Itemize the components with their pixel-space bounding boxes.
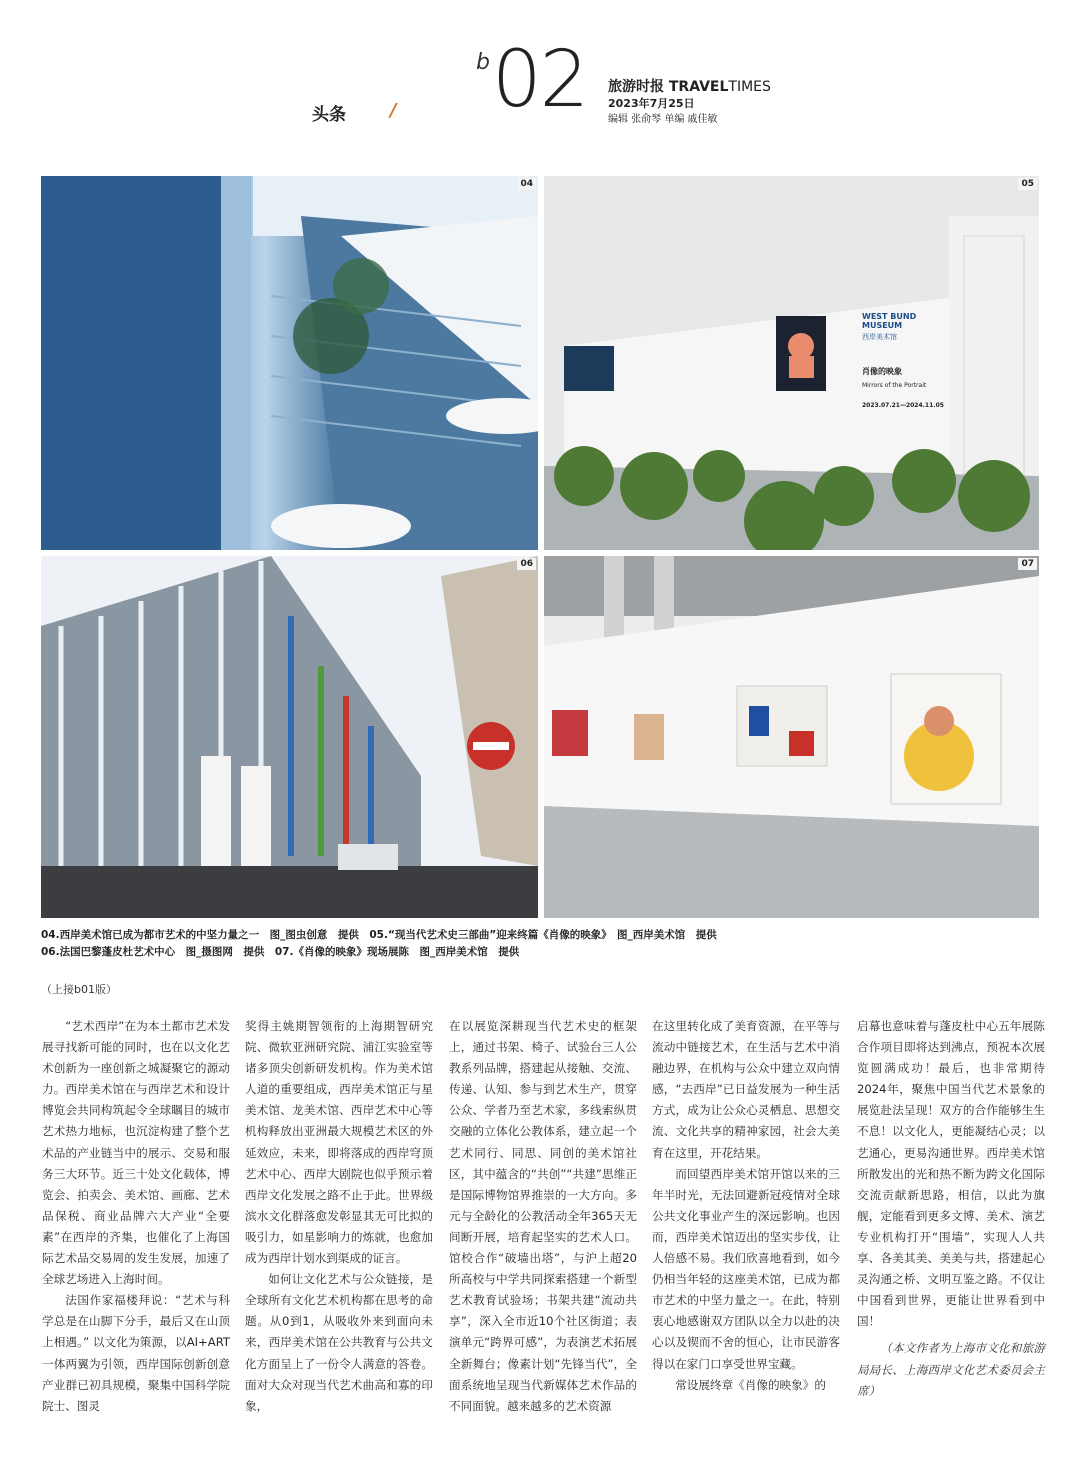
- exhibit-title: 肖像的映象: [862, 367, 902, 376]
- newspaper-name-en-bold: TRAVEL: [668, 79, 729, 95]
- section-label: 头条: [312, 105, 346, 125]
- exhibit-title-en: Mirrors of the Portrait: [862, 382, 927, 389]
- photo-caption-line-2: 06.法国巴黎蓬皮杜艺术中心 图_摄图网 提供 07.《肖像的映象》现场展陈 图_西岸美术馆 提供: [41, 946, 520, 958]
- paragraph: 而回望西岸美术馆开馆以来的三年半时光，无法回避新冠疫情对全球公共文化事业产生的深远影响。也因而，西岸美术馆迈出的坚实步伐，让人倍感不易。我们欣喜地看到，如今仍相当年轻的这座美术馆，已成为都市艺术的中坚力量之一。在此，特别衷心地感谢双方团队以全力以赴的决心以及锲而不舍的恒心，让市民游客得以在家门口享受世界宝藏。: [652, 1166, 840, 1371]
- article-column-4: [652, 1016, 840, 1396]
- article-column-2: [245, 1016, 433, 1417]
- newspaper-name-cn: 旅游时报: [608, 79, 664, 95]
- photo-04-drawing: [41, 176, 538, 550]
- photo-06-drawing: [41, 556, 538, 918]
- photo-07-drawing: [544, 556, 1039, 918]
- paragraph: 如何让文化艺术与公众链接，是全球所有文化艺术机构都在思考的命题。从0到1，从吸收外来到面向未来，西岸美术馆在公共教育与公共文化方面呈上了一份令人满意的答卷。面对大众对现当代艺术曲高和寡的印象，: [245, 1272, 433, 1413]
- paragraph: 启幕也意味着与蓬皮杜中心五年展陈合作项目即将达到沸点，预祝本次展览圆满成功！最后，也非常期待2024年，聚焦中国当代艺术景象的展览赴法呈现！双方的合作能够生生不息！以文化人，更能凝结心灵；以艺通心，更易沟通世界。西岸美术馆所散发出的光和热不断为跨文化国际交流贡献新思路，相信，以此为旗舰，定能看到更多文博、美术、演艺专业机构打开“围墙”，实现人人共享、各美其美、美美与共，搭建起心灵沟通之桥、文明互鉴之路。不仅让中国看到世界，更能让世界看到中国！: [857, 1019, 1045, 1329]
- museum-banner-cn: 西岸美术馆: [862, 333, 897, 341]
- pompidou-centre-photo: [41, 556, 538, 918]
- exhibit-date: 2023.07.21—2024.11.05: [862, 402, 944, 409]
- paragraph: 奖得主姚期智领衔的上海期智研究院、微软亚洲研究院、浦江实验室等诸多顶尖创新研发机构。作为美术馆人道的重要组成，西岸美术馆正与星美术馆、龙美术馆、西岸艺术中心等机构释放出亚洲最大规模艺术区的外延效应，未来，即将落成的西岸穹顶艺术中心、西岸大剧院也似乎预示着西岸文化发展之路不止于此。世界级滨水文化群落愈发彰显其无可比拟的吸引力，如星影响力的炼就，也愈加成为西岸计划水到渠成的证言。: [245, 1019, 433, 1266]
- issue-date: 2023年7月25日: [608, 97, 695, 110]
- author-note: （本文作者为上海市文化和旅游局局长、上海西岸文化艺术委员会主席）: [857, 1341, 1045, 1398]
- photo-tag: 05: [1018, 178, 1037, 190]
- paragraph: 在以展览深耕现当代艺术史的框架上，通过书架、椅子、试验台三人公教系列品牌，搭建起从接触、交流、传递、认知、参与到艺术生产，贯穿公众、学者乃至艺术家，多线索纵贯交融的立体化公教体系，建立起一个艺术同行、同思、同创的美术馆社区，其中蕴含的“共创”“共建”思维正是国际博物馆界推崇的一大方向。多元与全龄化的公教活动全年365天无间断开展，培育起坚实的艺术人口。馆校合作“破墙出塔”，与沪上超20所高校与中学共同探索搭建一个新型艺术教育试验场；书架共建“流动共享”，深入全市近10个社区街道；表演单元“跨界可感”，为表演艺术拓展全新舞台；像素计划“先锋当代”，全面系统地呈现当代新媒体艺术作品的不同面貌。越来越多的艺术资源: [449, 1019, 637, 1413]
- exhibition-hall-photo: [544, 556, 1039, 918]
- paragraph: 常设展终章《肖像的映象》的: [675, 1377, 826, 1392]
- newspaper-name: [608, 76, 771, 96]
- article-column-5: [857, 1016, 1045, 1402]
- west-bund-staircase-photo: [41, 176, 538, 550]
- photo-05-drawing: [544, 176, 1039, 550]
- photo-tag: 04: [517, 178, 536, 190]
- article-column-3: [449, 1016, 637, 1417]
- page-number: 02: [492, 35, 588, 125]
- photo-tag: 07: [1018, 558, 1037, 570]
- page-prefix: b: [476, 50, 490, 75]
- paragraph: 在这里转化成了美育资源，在平等与流动中链接艺术，在生活与艺术中消融边界，在机构与公众中建立双向情感，“去西岸”已日益发展为一种生活方式，成为让公众心灵栖息、思想交流、文化共享的精神家园，社会大美育在这里，开花结果。: [652, 1019, 840, 1160]
- paragraph: “艺术西岸”在为本土都市艺术发展寻找新可能的同时，也在以文化艺术创新为一座创新之城凝聚它的源动力。西岸美术馆在与西岸艺术和设计博览会共同构筑起令全球瞩目的城市艺术热力地标，也沉淀构建了整个艺术品的产业链当中的展示、交易和服务三大环节。近三十处文化载体，博览会、拍卖会、美术馆、画廊、艺术品保税、商业品牌六大产业“全要素”在西岸的齐集，也催化了上海国际艺术品交易周的发生发展，加速了全球艺场进入上海时间。: [42, 1019, 230, 1287]
- section-slash: /: [390, 100, 397, 121]
- newspaper-name-en: TIMES: [728, 79, 771, 95]
- west-bund-museum-exterior-photo: [544, 176, 1039, 550]
- photo-caption-line-1: 04.西岸美术馆已成为都市艺术的中坚力量之一 图_图虫创意 提供 05.“现当代艺术史三部曲”迎来终篇《肖像的映象》 图_西岸美术馆 提供: [41, 929, 717, 941]
- museum-banner-title: WEST BUND MUSEUM: [862, 312, 917, 330]
- paragraph: 法国作家福楼拜说：“艺术与科学总是在山脚下分手，最后又在山顶上相遇。” 以文化为策源，以AI+ART一体两翼为引领，西岸国际创新创意产业群已初具规模，聚集中国科学院院士、图灵: [42, 1293, 230, 1413]
- photo-tag: 06: [517, 558, 536, 570]
- editors-line: 编辑 张俞琴 单编 戚佳敏: [608, 114, 718, 125]
- continued-note: （上接b01版）: [41, 983, 117, 996]
- article-column-1: [42, 1016, 230, 1417]
